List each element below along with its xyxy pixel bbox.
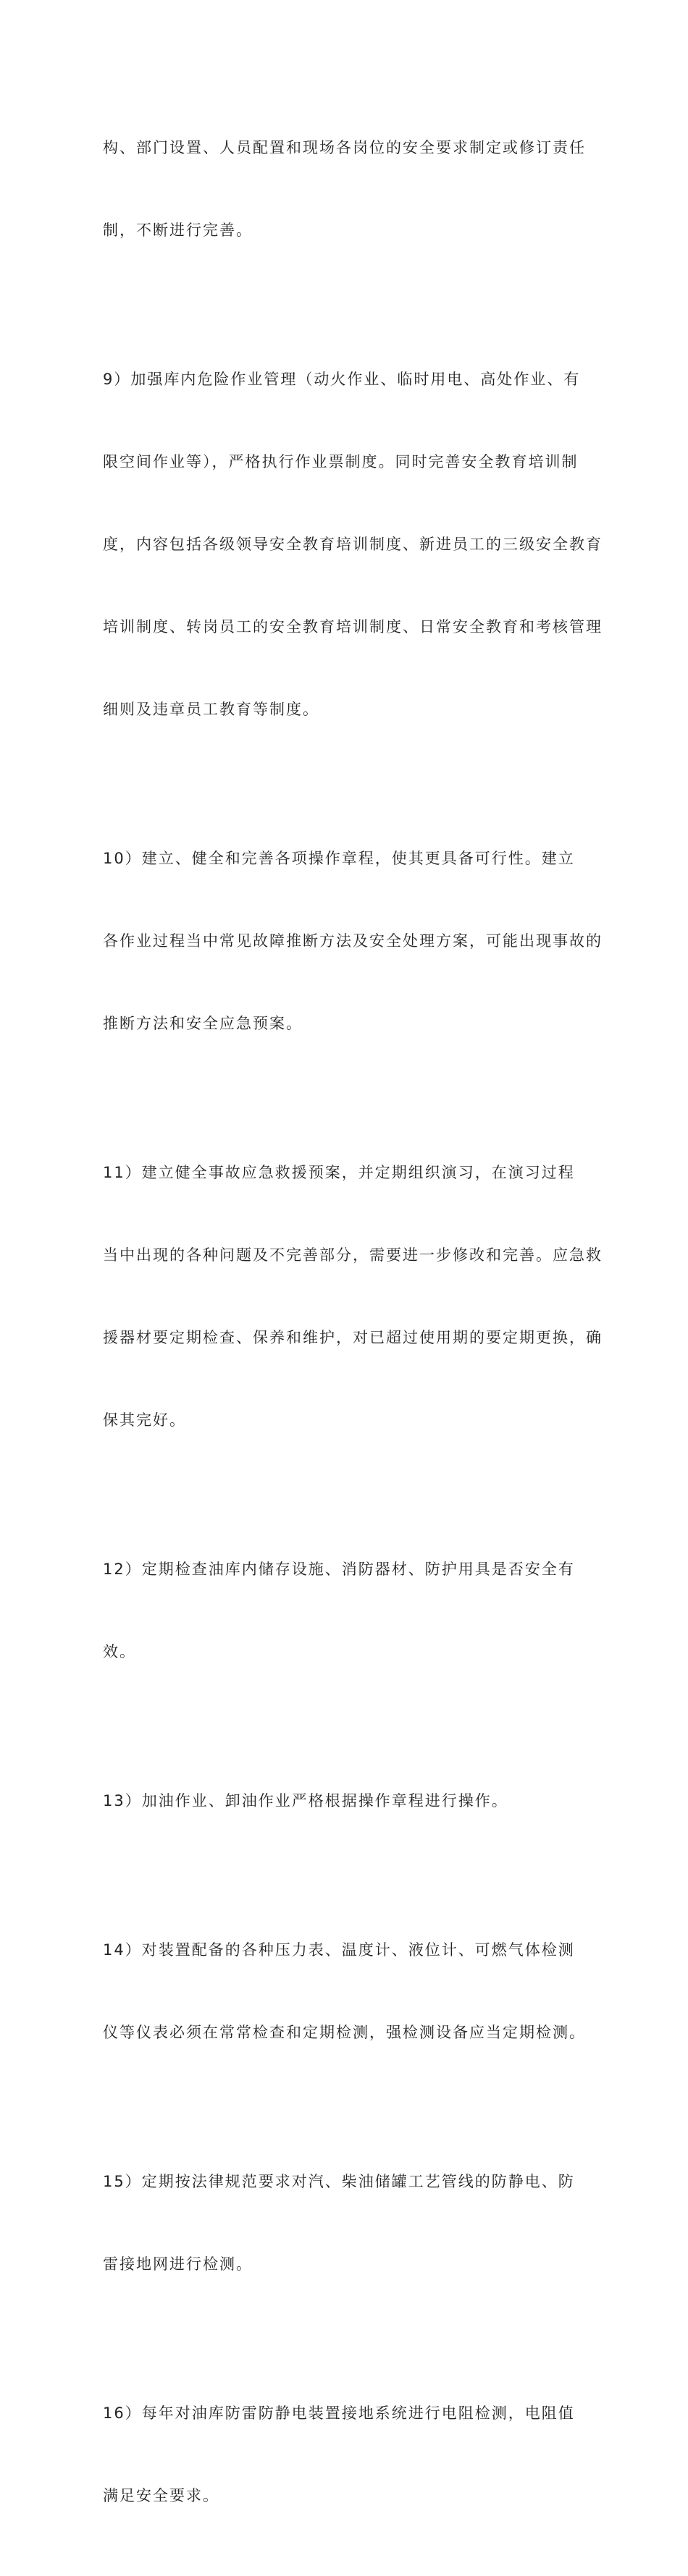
text-line: 推断方法和安全应急预案。 xyxy=(103,1015,303,1032)
paragraph-item-9 xyxy=(103,311,603,778)
paragraph-item-13 xyxy=(103,1732,585,1870)
text-line: 援器材要定期检查、保养和维护，对已超过使用期的要定期更换，确 xyxy=(103,1329,603,1346)
text-line: 当中出现的各种问题及不完善部分，需要进一步修改和完善。应急救 xyxy=(103,1246,603,1264)
text-line: 11）建立健全事故应急救援预案，并定期组织演习，在演习过程 xyxy=(103,1164,575,1181)
text-line: 仪等仪表必须在常常检查和定期检测，强检测设备应当定期检测。 xyxy=(103,2024,586,2041)
text-line: 10）建立、健全和完善各项操作章程，使其更具备可行性。建立 xyxy=(103,850,575,867)
text-line: 保其完好。 xyxy=(103,1411,186,1429)
paragraph-item-14 xyxy=(103,1881,585,2101)
text-line: 各作业过程当中常见故障推断方法及安全处理方案，可能出现事故的 xyxy=(103,932,603,950)
text-line: 度，内容包括各级领导安全教育培训制度、新进员工的三级安全教育 xyxy=(103,536,603,553)
text-line: 9）加强库内危险作业管理（动火作业、临时用电、高处作业、有 xyxy=(103,371,581,388)
paragraph-item-12 xyxy=(103,1500,585,1720)
text-line: 12）定期检查油库内储存设施、消防器材、防护用具是否安全有 xyxy=(103,1561,575,1578)
text-line: 雷接地网进行检测。 xyxy=(103,2255,253,2273)
text-line: 培训制度、转岗员工的安全教育培训制度、日常安全教育和考核管理 xyxy=(103,618,603,635)
text-line: 13）加油作业、卸油作业严格根据操作章程进行操作。 xyxy=(103,1792,508,1809)
paragraph-item-15 xyxy=(103,2113,585,2333)
document-body xyxy=(103,79,603,2576)
text-line: 15）定期按法律规范要求对汽、柴油储罐工艺管线的防静电、防 xyxy=(103,2173,575,2190)
paragraph-item-16 xyxy=(103,2344,585,2564)
paragraph-item-10 xyxy=(103,790,603,1092)
paragraph-responsibility-continuation xyxy=(103,79,585,299)
text-line: 限空间作业等），严格执行作业票制度。同时完善安全教育培训制 xyxy=(103,453,579,470)
text-line: 制，不断进行完善。 xyxy=(103,221,253,239)
paragraph-item-11 xyxy=(103,1104,603,1489)
text-line: 14）对装置配备的各种压力表、温度计、液位计、可燃气体检测 xyxy=(103,1941,575,1959)
text-line: 16）每年对油库防雷防静电装置接地系统进行电阻检测，电阻值 xyxy=(103,2404,575,2422)
text-line: 效。 xyxy=(103,1643,136,1660)
text-line: 满足安全要求。 xyxy=(103,2487,219,2504)
text-line: 构、部门设置、人员配置和现场各岗位的安全要求制定或修订责任 xyxy=(103,139,586,156)
text-line: 细则及违章员工教育等制度。 xyxy=(103,701,319,718)
